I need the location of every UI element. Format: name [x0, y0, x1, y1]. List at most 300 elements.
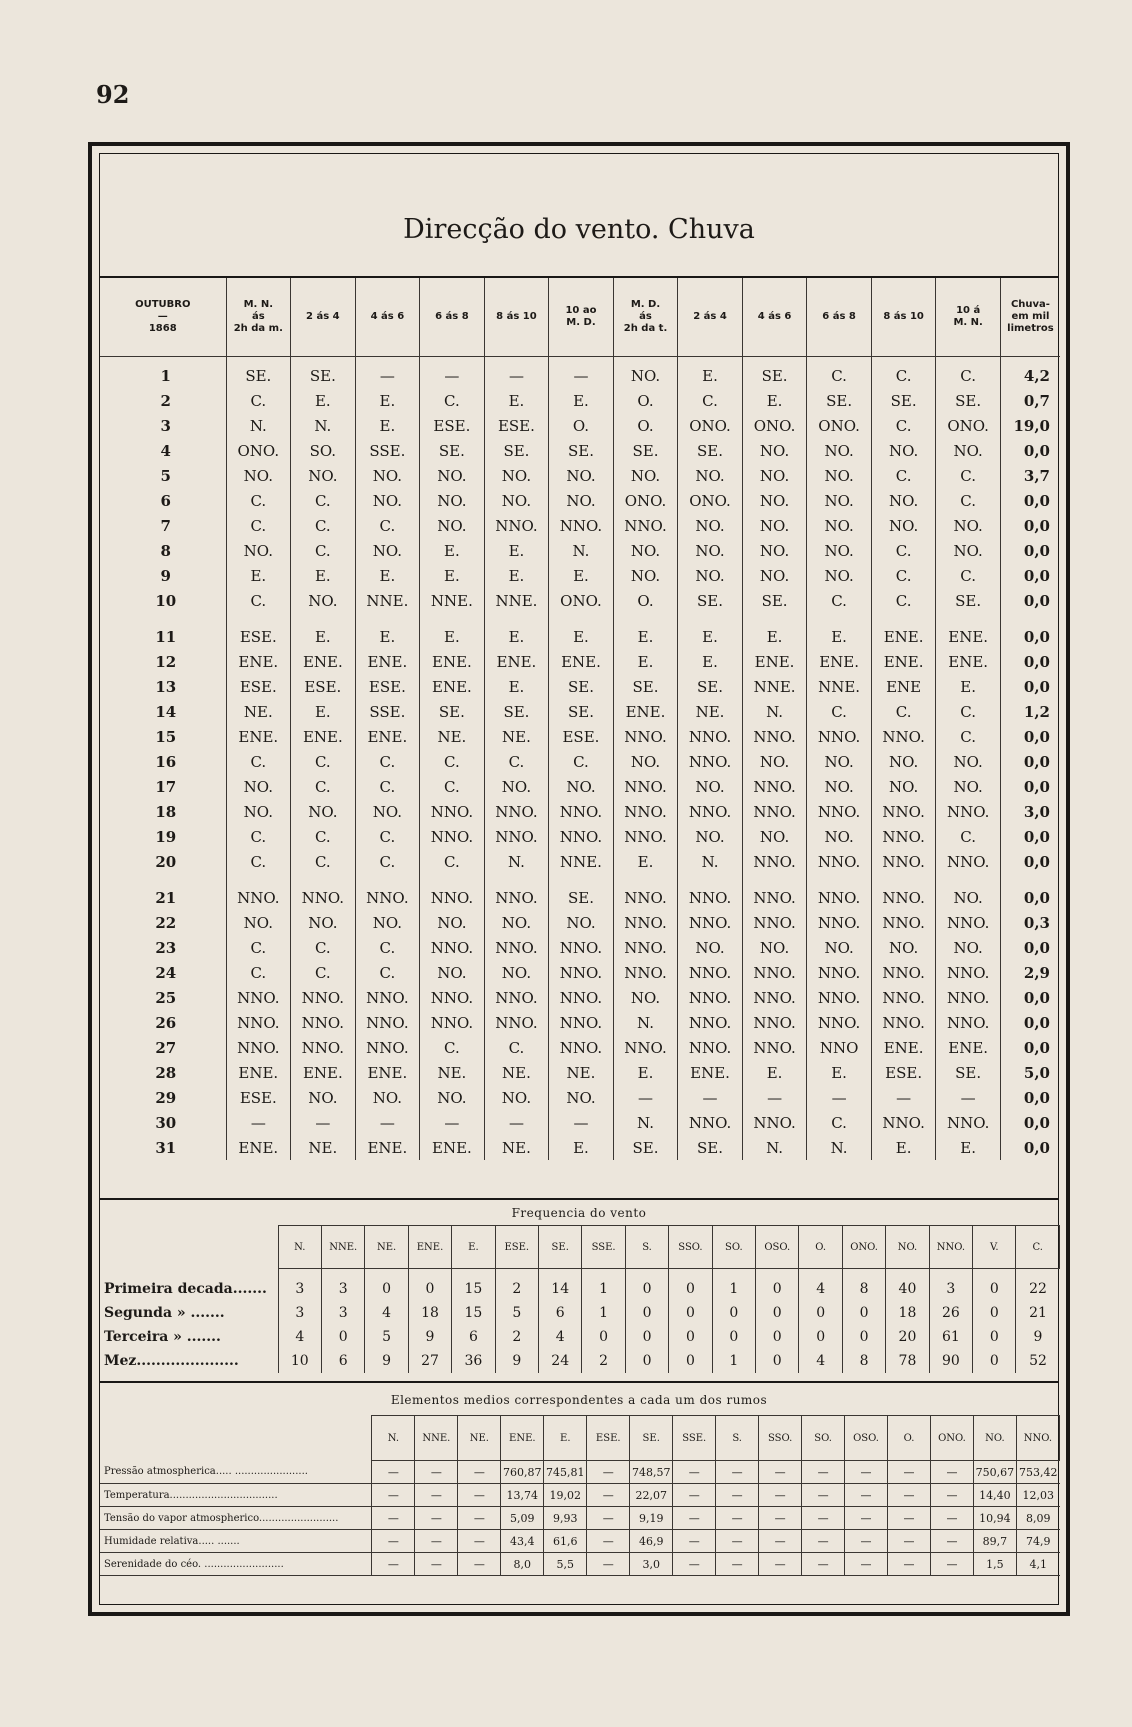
- wind-cell: NNO.: [549, 960, 614, 985]
- rainfall-cell: 4,2: [1023, 366, 1050, 385]
- wind-cell: NNO.: [613, 960, 678, 985]
- count-cell: 3: [321, 1269, 364, 1302]
- count-cell: 2: [495, 1269, 538, 1302]
- wind-cell: E.: [355, 388, 420, 413]
- wind-cell: NNE.: [484, 588, 549, 613]
- wind-cell: E.: [678, 613, 743, 649]
- table-row: [100, 935, 1060, 960]
- wind-cell: NNO.: [936, 985, 1001, 1010]
- value-cell: —: [759, 1553, 802, 1576]
- wind-cell: SE.: [420, 438, 485, 463]
- rainfall-cell: 19,0: [1013, 416, 1050, 435]
- wind-cell: SSE.: [355, 438, 420, 463]
- direction-header: ESE.: [495, 1226, 538, 1269]
- wind-cell: C.: [226, 935, 291, 960]
- wind-cell: ENE.: [226, 649, 291, 674]
- value-cell: 89,7: [973, 1530, 1016, 1553]
- wind-cell: NO.: [678, 774, 743, 799]
- wind-cell: C.: [291, 960, 356, 985]
- table-row: [100, 1085, 1060, 1110]
- value-cell: —: [458, 1507, 501, 1530]
- wind-cell: NO.: [742, 513, 807, 538]
- value-cell: —: [716, 1507, 759, 1530]
- wind-cell: NO.: [613, 463, 678, 488]
- wind-cell: NO.: [807, 935, 872, 960]
- wind-cell: NO.: [742, 749, 807, 774]
- wind-cell: ENE.: [291, 649, 356, 674]
- table-row: [100, 649, 1060, 674]
- count-cell: 0: [756, 1301, 799, 1325]
- wind-cell: NO.: [613, 538, 678, 563]
- wind-cell: NNO.: [291, 985, 356, 1010]
- wind-cell: NO.: [355, 488, 420, 513]
- wind-cell: NNO.: [871, 1010, 936, 1035]
- direction-header: NNE.: [415, 1416, 458, 1461]
- direction-header: NNO.: [1016, 1416, 1059, 1461]
- wind-cell: C.: [291, 935, 356, 960]
- wind-cell: SE.: [549, 874, 614, 910]
- count-cell: 90: [929, 1349, 972, 1373]
- count-cell: 0: [756, 1325, 799, 1349]
- wind-cell: SE.: [936, 1060, 1001, 1085]
- value-cell: —: [930, 1507, 973, 1530]
- wind-cell: C.: [807, 588, 872, 613]
- day-cell: 26: [100, 1010, 226, 1035]
- count-cell: 0: [799, 1325, 842, 1349]
- count-cell: 6: [539, 1301, 582, 1325]
- value-cell: —: [372, 1507, 415, 1530]
- count-cell: 9: [365, 1349, 408, 1373]
- wind-cell: ENE.: [420, 1135, 485, 1160]
- day-cell: 7: [100, 513, 226, 538]
- wind-cell: C.: [807, 1110, 872, 1135]
- wind-cell: NNO.: [420, 1010, 485, 1035]
- wind-cell: NNE.: [549, 849, 614, 874]
- wind-cell: ESE.: [355, 674, 420, 699]
- wind-cell: NNO.: [807, 985, 872, 1010]
- wind-cell: C.: [226, 388, 291, 413]
- wind-cell: NO.: [549, 488, 614, 513]
- value-cell: —: [673, 1530, 716, 1553]
- wind-cell: NNO.: [936, 960, 1001, 985]
- wind-cell: NNE.: [807, 674, 872, 699]
- value-cell: 8,09: [1016, 1507, 1059, 1530]
- day-cell: 10: [100, 588, 226, 613]
- rainfall-cell: 0,0: [1023, 1013, 1050, 1032]
- wind-cell: C.: [420, 1035, 485, 1060]
- elements-caption: Elementos medios correspondentes a cada um dos rumos: [390, 1393, 768, 1407]
- table-row: [100, 1553, 1060, 1576]
- wind-cell: NE.: [291, 1135, 356, 1160]
- wind-cell: NNE.: [355, 588, 420, 613]
- wind-cell: NNO.: [226, 1035, 291, 1060]
- wind-cell: NO.: [742, 463, 807, 488]
- wind-cell: NO.: [807, 463, 872, 488]
- wind-cell: NNO.: [484, 985, 549, 1010]
- table-row: [100, 724, 1060, 749]
- wind-cell: NO.: [613, 749, 678, 774]
- wind-cell: N.: [613, 1010, 678, 1035]
- wind-cell: —: [484, 1110, 549, 1135]
- wind-cell: ONO.: [549, 588, 614, 613]
- rainfall-cell: 0,0: [1023, 1138, 1050, 1157]
- wind-cell: NO.: [678, 463, 743, 488]
- wind-cell: NO.: [226, 538, 291, 563]
- rainfall-cell: 0,0: [1023, 888, 1050, 907]
- column-header: M. D. ás 2h da t.: [613, 278, 678, 357]
- direction-header: ENE.: [408, 1226, 451, 1269]
- wind-cell: SE.: [484, 699, 549, 724]
- wind-cell: NO.: [291, 799, 356, 824]
- wind-cell: NO.: [936, 513, 1001, 538]
- wind-cell: SE.: [742, 357, 807, 389]
- count-cell: 3: [929, 1269, 972, 1302]
- wind-cell: C.: [226, 749, 291, 774]
- wind-cell: NNO.: [678, 1010, 743, 1035]
- wind-cell: ENE.: [355, 1060, 420, 1085]
- wind-cell: NNO.: [549, 799, 614, 824]
- wind-cell: E.: [484, 538, 549, 563]
- wind-cell: NNO.: [742, 774, 807, 799]
- wind-cell: C.: [291, 849, 356, 874]
- day-cell: 24: [100, 960, 226, 985]
- wind-cell: NNO.: [807, 874, 872, 910]
- wind-cell: NNO.: [355, 1035, 420, 1060]
- value-cell: 3,0: [630, 1553, 673, 1576]
- wind-cell: NNO.: [742, 985, 807, 1010]
- count-cell: 9: [495, 1349, 538, 1373]
- wind-cell: —: [807, 1085, 872, 1110]
- wind-cell: NO.: [549, 774, 614, 799]
- wind-cell: E.: [549, 388, 614, 413]
- wind-cell: ENE.: [678, 1060, 743, 1085]
- value-cell: 43,4: [501, 1530, 544, 1553]
- table-row: [100, 849, 1060, 874]
- wind-cell: E.: [355, 413, 420, 438]
- wind-cell: E.: [355, 613, 420, 649]
- wind-cell: ESE.: [226, 1085, 291, 1110]
- wind-cell: SE.: [936, 388, 1001, 413]
- wind-cell: ONO.: [678, 488, 743, 513]
- count-cell: 22: [1016, 1269, 1060, 1302]
- row-label: Mez.....................: [104, 1353, 239, 1369]
- wind-cell: NNO.: [742, 1035, 807, 1060]
- day-cell: 30: [100, 1110, 226, 1135]
- wind-cell: NNO.: [613, 1035, 678, 1060]
- wind-cell: NO.: [871, 935, 936, 960]
- day-cell: 3: [100, 413, 226, 438]
- rainfall-cell: 0,0: [1023, 591, 1050, 610]
- wind-cell: —: [420, 1110, 485, 1135]
- wind-cell: C.: [291, 749, 356, 774]
- column-header: 10 á M. N.: [936, 278, 1001, 357]
- value-cell: —: [372, 1530, 415, 1553]
- wind-cell: C.: [936, 463, 1001, 488]
- count-cell: 6: [452, 1325, 495, 1349]
- rainfall-cell: 0,0: [1023, 852, 1050, 871]
- wind-cell: NE.: [484, 1060, 549, 1085]
- wind-cell: C.: [807, 699, 872, 724]
- value-cell: 9,19: [630, 1507, 673, 1530]
- count-cell: 4: [799, 1349, 842, 1373]
- row-label: Serenidade do céo. .........................: [100, 1553, 372, 1576]
- wind-cell: ENE.: [871, 1035, 936, 1060]
- table-row: [100, 438, 1060, 463]
- wind-cell: NO.: [678, 824, 743, 849]
- rainfall-cell: 0,3: [1023, 913, 1050, 932]
- count-cell: 0: [842, 1325, 885, 1349]
- table-row: [100, 538, 1060, 563]
- wind-cell: NNO.: [871, 849, 936, 874]
- wind-cell: C.: [291, 824, 356, 849]
- row-label: Segunda » .......: [104, 1305, 225, 1321]
- wind-cell: E.: [807, 1060, 872, 1085]
- wind-cell: NO.: [871, 749, 936, 774]
- wind-cell: NO.: [871, 774, 936, 799]
- count-cell: 0: [842, 1301, 885, 1325]
- elements-rule: [100, 1381, 1058, 1383]
- wind-cell: —: [678, 1085, 743, 1110]
- table-row: [100, 463, 1060, 488]
- wind-cell: E.: [871, 1135, 936, 1160]
- wind-cell: SE.: [613, 1135, 678, 1160]
- wind-cell: NNO.: [678, 799, 743, 824]
- wind-cell: C.: [291, 513, 356, 538]
- wind-cell: C.: [807, 357, 872, 389]
- wind-cell: NO.: [420, 960, 485, 985]
- wind-cell: NNO.: [742, 960, 807, 985]
- day-cell: 9: [100, 563, 226, 588]
- wind-cell: NO.: [355, 538, 420, 563]
- wind-cell: NO.: [420, 1085, 485, 1110]
- table-row: [100, 824, 1060, 849]
- wind-cell: E.: [291, 563, 356, 588]
- value-cell: —: [415, 1530, 458, 1553]
- value-cell: 61,6: [544, 1530, 587, 1553]
- elements-table: [100, 1415, 1060, 1576]
- count-cell: 14: [539, 1269, 582, 1302]
- day-cell: 12: [100, 649, 226, 674]
- day-cell: 15: [100, 724, 226, 749]
- wind-cell: NNO.: [291, 1010, 356, 1035]
- wind-cell: C.: [291, 774, 356, 799]
- value-cell: —: [845, 1484, 888, 1507]
- column-header: OUTUBRO — 1868: [100, 278, 226, 357]
- wind-cell: N.: [291, 413, 356, 438]
- rainfall-cell: 0,0: [1023, 677, 1050, 696]
- wind-cell: —: [936, 1085, 1001, 1110]
- direction-header: S.: [716, 1416, 759, 1461]
- count-cell: 4: [799, 1269, 842, 1302]
- value-cell: —: [845, 1507, 888, 1530]
- wind-cell: C.: [291, 538, 356, 563]
- wind-cell: NO.: [807, 774, 872, 799]
- count-cell: 61: [929, 1325, 972, 1349]
- value-cell: —: [888, 1484, 931, 1507]
- value-cell: —: [759, 1461, 802, 1484]
- day-cell: 20: [100, 849, 226, 874]
- wind-cell: C.: [355, 935, 420, 960]
- wind-cell: NO.: [549, 910, 614, 935]
- wind-cell: E.: [484, 674, 549, 699]
- count-cell: 3: [321, 1301, 364, 1325]
- wind-cell: NO.: [742, 563, 807, 588]
- wind-cell: NO.: [936, 774, 1001, 799]
- rainfall-cell: 0,7: [1023, 391, 1050, 410]
- wind-cell: NO.: [355, 463, 420, 488]
- wind-cell: NNO.: [549, 513, 614, 538]
- table-row: [100, 1301, 1060, 1325]
- wind-cell: —: [355, 1110, 420, 1135]
- wind-cell: N.: [549, 538, 614, 563]
- value-cell: —: [587, 1553, 630, 1576]
- wind-cell: ENE.: [355, 724, 420, 749]
- day-cell: 28: [100, 1060, 226, 1085]
- wind-cell: NO.: [484, 463, 549, 488]
- value-cell: —: [716, 1484, 759, 1507]
- wind-cell: —: [871, 1085, 936, 1110]
- wind-cell: NO.: [742, 488, 807, 513]
- table-row: [100, 563, 1060, 588]
- count-cell: 3: [278, 1301, 321, 1325]
- wind-cell: C.: [226, 513, 291, 538]
- wind-cell: C.: [871, 538, 936, 563]
- value-cell: 4,1: [1016, 1553, 1059, 1576]
- count-cell: 52: [1016, 1349, 1060, 1373]
- wind-cell: SE.: [549, 699, 614, 724]
- direction-header: N.: [278, 1226, 321, 1269]
- wind-cell: C.: [226, 488, 291, 513]
- table-row: [100, 799, 1060, 824]
- rainfall-cell: 0,0: [1023, 938, 1050, 957]
- wind-cell: NO.: [613, 985, 678, 1010]
- row-label: Tensão do vapor atmospherico.........................: [100, 1507, 372, 1530]
- wind-cell: ESE.: [226, 613, 291, 649]
- table-row: [100, 488, 1060, 513]
- wind-cell: O.: [613, 413, 678, 438]
- wind-cell: ENE.: [871, 613, 936, 649]
- table-row: [100, 874, 1060, 910]
- day-cell: 23: [100, 935, 226, 960]
- wind-cell: ONO.: [613, 488, 678, 513]
- wind-cell: NO.: [742, 824, 807, 849]
- count-cell: 0: [712, 1301, 755, 1325]
- rainfall-cell: 0,0: [1023, 727, 1050, 746]
- direction-header: NO.: [973, 1416, 1016, 1461]
- table-frame-inner: [99, 153, 1059, 1605]
- count-cell: 5: [495, 1301, 538, 1325]
- wind-cell: NNO.: [420, 985, 485, 1010]
- value-cell: 12,03: [1016, 1484, 1059, 1507]
- wind-cell: E.: [742, 1060, 807, 1085]
- count-cell: 0: [625, 1349, 668, 1373]
- wind-cell: C.: [871, 588, 936, 613]
- wind-cell: E.: [420, 538, 485, 563]
- wind-cell: NE.: [678, 699, 743, 724]
- value-cell: —: [930, 1553, 973, 1576]
- wind-cell: NNO.: [549, 824, 614, 849]
- count-cell: 0: [973, 1301, 1016, 1325]
- count-cell: 0: [669, 1301, 712, 1325]
- wind-cell: —: [226, 1110, 291, 1135]
- wind-cell: NO.: [871, 513, 936, 538]
- wind-cell: —: [420, 357, 485, 389]
- frequency-table: [100, 1225, 1060, 1373]
- count-cell: 0: [712, 1325, 755, 1349]
- wind-cell: NNO.: [613, 774, 678, 799]
- count-cell: 0: [669, 1269, 712, 1302]
- value-cell: —: [716, 1553, 759, 1576]
- wind-cell: C.: [226, 960, 291, 985]
- wind-cell: NNO.: [613, 910, 678, 935]
- wind-cell: NNO.: [742, 910, 807, 935]
- wind-cell: NO.: [807, 563, 872, 588]
- value-cell: —: [802, 1553, 845, 1576]
- column-header: 8 ás 10: [871, 278, 936, 357]
- value-cell: —: [372, 1461, 415, 1484]
- wind-cell: NNO.: [678, 724, 743, 749]
- wind-cell: NNO.: [355, 1010, 420, 1035]
- wind-cell: E.: [549, 613, 614, 649]
- count-cell: 18: [886, 1301, 929, 1325]
- direction-header: SO.: [712, 1226, 755, 1269]
- wind-cell: NNO.: [613, 799, 678, 824]
- direction-header: NE.: [365, 1226, 408, 1269]
- table-row: [100, 699, 1060, 724]
- wind-cell: ONO.: [807, 413, 872, 438]
- wind-cell: NE.: [549, 1060, 614, 1085]
- wind-cell: E.: [355, 563, 420, 588]
- table-row: [100, 613, 1060, 649]
- column-header: 6 ás 8: [807, 278, 872, 357]
- rainfall-cell: 5,0: [1023, 1063, 1050, 1082]
- direction-header: O.: [799, 1226, 842, 1269]
- direction-header: N.: [372, 1416, 415, 1461]
- wind-cell: —: [291, 1110, 356, 1135]
- wind-cell: NNO.: [549, 1035, 614, 1060]
- wind-cell: SSE.: [355, 699, 420, 724]
- wind-cell: NO.: [807, 513, 872, 538]
- wind-cell: SE.: [678, 1135, 743, 1160]
- direction-header: ESE.: [587, 1416, 630, 1461]
- day-cell: 27: [100, 1035, 226, 1060]
- wind-cell: ENE.: [936, 613, 1001, 649]
- day-cell: 11: [100, 613, 226, 649]
- wind-cell: NNO.: [484, 874, 549, 910]
- value-cell: 9,93: [544, 1507, 587, 1530]
- wind-cell: —: [742, 1085, 807, 1110]
- count-cell: 15: [452, 1269, 495, 1302]
- column-header: 2 ás 4: [678, 278, 743, 357]
- value-cell: —: [673, 1461, 716, 1484]
- value-cell: —: [759, 1530, 802, 1553]
- table-row: [100, 749, 1060, 774]
- wind-cell: ESE.: [226, 674, 291, 699]
- day-cell: 31: [100, 1135, 226, 1160]
- wind-cell: SE.: [613, 438, 678, 463]
- wind-cell: SE.: [678, 674, 743, 699]
- wind-cell: E.: [226, 563, 291, 588]
- day-cell: 29: [100, 1085, 226, 1110]
- wind-cell: E.: [613, 649, 678, 674]
- page-number: 92: [96, 80, 130, 109]
- wind-cell: NO.: [420, 910, 485, 935]
- wind-cell: ENE.: [807, 649, 872, 674]
- value-cell: —: [930, 1484, 973, 1507]
- direction-header: C.: [1016, 1226, 1060, 1269]
- count-cell: 1: [582, 1301, 625, 1325]
- page-title: Direcção do vento. Chuva: [403, 214, 755, 245]
